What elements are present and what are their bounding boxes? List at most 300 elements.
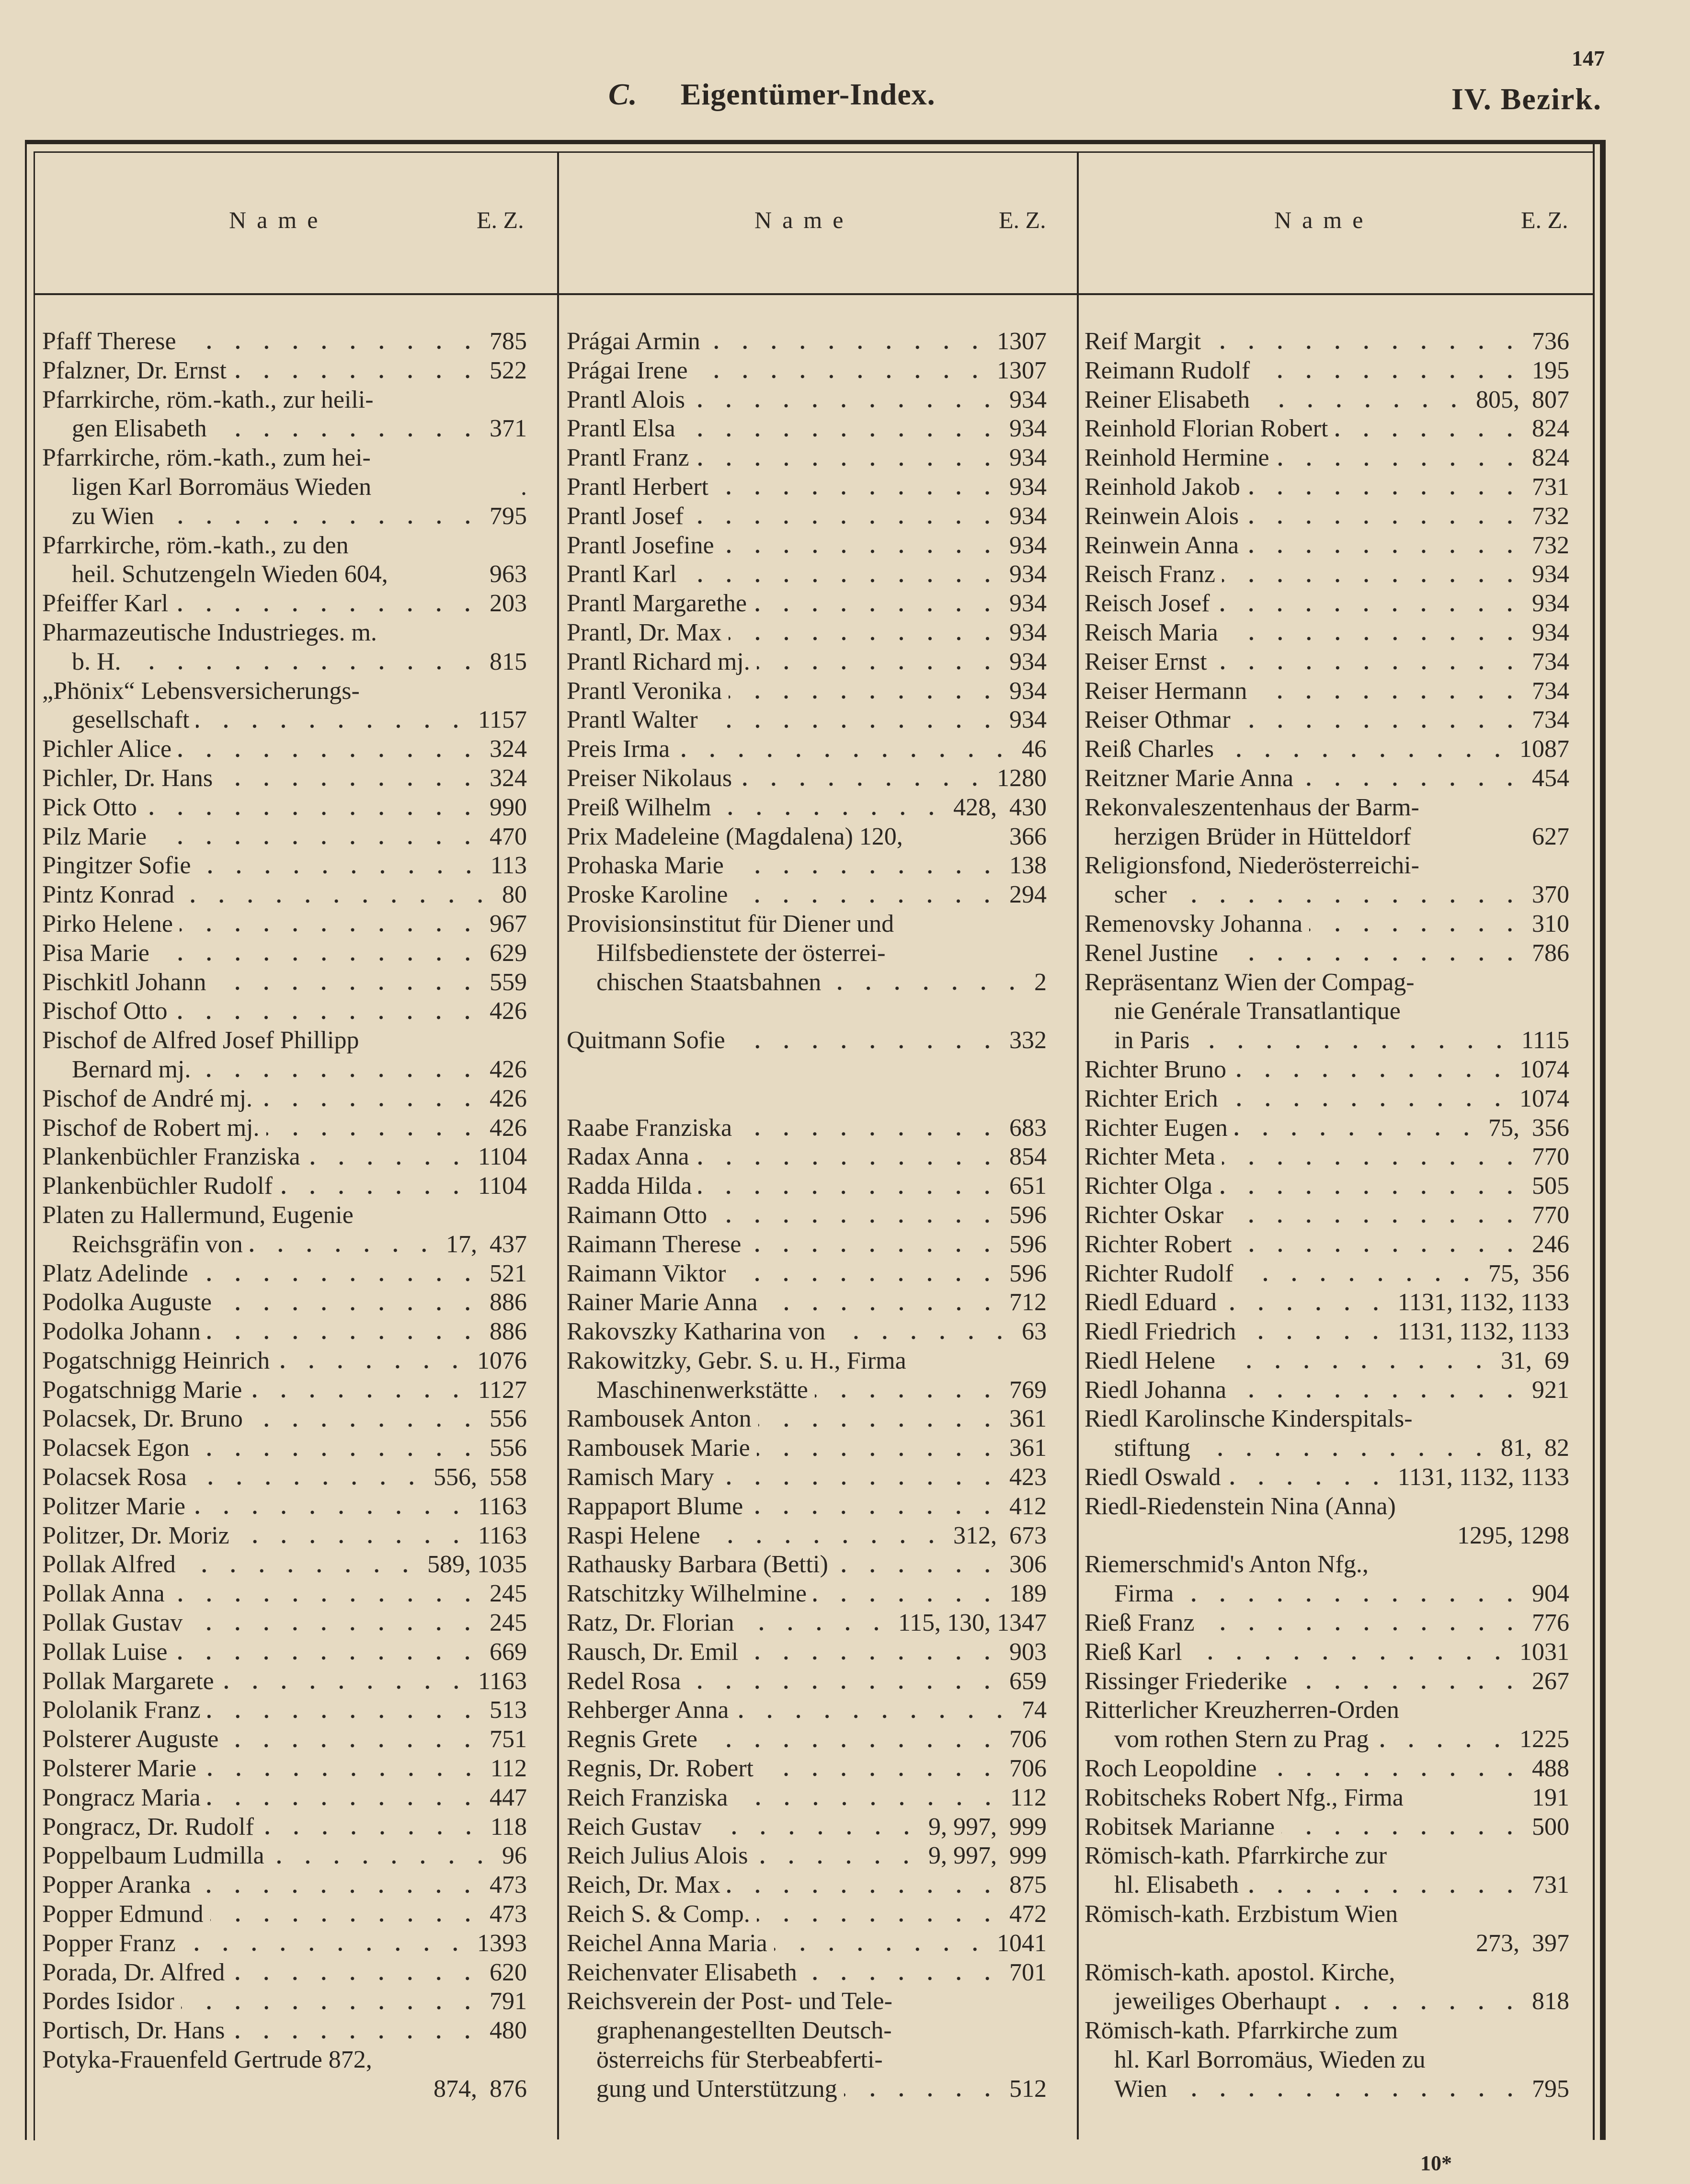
index-entry-line (567, 1172, 1047, 1201)
index-entry-line (1085, 473, 1569, 502)
dot-leader (676, 752, 1014, 759)
index-entry-line (1085, 560, 1569, 589)
ez-number: 769 (1009, 1376, 1047, 1404)
ez-number: 1041 (997, 1929, 1047, 1957)
dot-leader (696, 461, 1002, 468)
owner-name: Rehberger Anna (567, 1696, 729, 1724)
ez-number: 75, 356 (1488, 1259, 1569, 1287)
ez-number: 1131, 1132, 1133 (1397, 1318, 1569, 1346)
dot-leader (1174, 898, 1524, 904)
index-entry-line (1085, 1754, 1569, 1784)
dot-leader (1247, 490, 1524, 496)
dot-leader (181, 898, 494, 904)
index-entry-line (567, 1376, 1047, 1405)
dot-leader (231, 1975, 482, 1982)
dot-leader (236, 1538, 470, 1545)
ez-number: 1076 (477, 1347, 527, 1374)
owner-name: Reich Gustav (567, 1813, 702, 1841)
index-entry-line (567, 1550, 1047, 1579)
dot-leader (1233, 1072, 1512, 1079)
ez-number: 1115 (1521, 1027, 1569, 1054)
ez-number: 589, 1035 (427, 1551, 527, 1578)
dot-leader (203, 1771, 483, 1778)
owner-name: Prágai Armin (567, 328, 700, 355)
owner-name: Rissinger Friederike (1085, 1667, 1288, 1695)
owner-name: Pilz Marie (42, 823, 147, 850)
index-entry-line (567, 2016, 1047, 2046)
index-entry-line (1085, 997, 1569, 1026)
owner-name: Politzer Marie (42, 1492, 185, 1520)
owner-name: scher (1114, 881, 1167, 909)
index-entry-line (1085, 1550, 1569, 1579)
owner-name: Reisch Maria (1085, 618, 1218, 646)
ez-number: 967 (490, 910, 527, 938)
index-entry-line (1085, 764, 1569, 793)
owner-name: Reinhold Jakob (1085, 473, 1240, 501)
ez-number: 1163 (478, 1521, 527, 1549)
index-entry-line (1085, 2016, 1569, 2046)
index-entry-line (567, 1288, 1047, 1317)
dot-leader (1333, 2004, 1524, 2011)
index-entry-line (1085, 327, 1569, 356)
index-entry-line (567, 1871, 1047, 1900)
dot-leader (1234, 1131, 1481, 1137)
ez-number: 189 (1009, 1580, 1047, 1608)
dot-leader (180, 926, 482, 933)
index-entry-line (567, 677, 1047, 706)
ez-number: 854 (1009, 1143, 1047, 1171)
ez-number: 556 (490, 1434, 527, 1462)
ez-number: 488 (1532, 1755, 1569, 1783)
owner-name: Poppelbaum Ludmilla (42, 1842, 264, 1870)
index-entry-line (567, 589, 1047, 618)
index-entry-line (42, 939, 527, 968)
dot-leader (729, 694, 1002, 700)
owner-name: Pollak Luise (42, 1638, 168, 1666)
dot-leader (266, 1131, 482, 1137)
ez-number: 934 (1009, 444, 1047, 472)
dot-leader (271, 1859, 494, 1865)
ez-number: 620 (490, 1958, 527, 1986)
owner-name: Redel Rosa (567, 1667, 681, 1695)
ez-number: 904 (1532, 1580, 1569, 1608)
dot-leader (196, 723, 470, 730)
blank-line (567, 997, 1047, 1026)
owner-name: Rakovszky Katharina von (567, 1318, 826, 1346)
index-entry-line (1085, 1463, 1569, 1492)
owner-name: jeweiliges Oberhaupt (1114, 1988, 1327, 2015)
index-entry-line (567, 910, 1047, 939)
dot-leader (171, 1597, 482, 1603)
index-entry-line (42, 677, 527, 706)
owner-name: chischen Staatsbahnen (596, 968, 822, 996)
dot-leader (682, 432, 1002, 438)
ez-number: 17, 437 (446, 1230, 527, 1258)
index-entry-line (1085, 1667, 1569, 1696)
index-entry-line (1085, 1784, 1569, 1813)
index-entry-line (42, 531, 527, 560)
owner-name: graphenangestellten Deutsch- (596, 2017, 892, 2045)
header-divider (34, 293, 1595, 295)
ez-number: 934 (1009, 590, 1047, 617)
owner-name: Pischof de Alfred Josef Phillipp (42, 1027, 359, 1054)
index-entry-line (1085, 618, 1569, 648)
dot-leader (1233, 1393, 1524, 1399)
ez-number: 815 (490, 648, 527, 675)
ez-number: 500 (1532, 1813, 1569, 1841)
dot-leader (1240, 1276, 1481, 1283)
index-entry-line (42, 880, 527, 910)
owner-name: Reisch Josef (1085, 590, 1210, 617)
dot-leader (233, 373, 482, 380)
owner-name: Rainer Marie Anna (567, 1289, 758, 1316)
dot-leader (189, 1625, 482, 1632)
owner-name: Polacsek, Dr. Bruno (42, 1405, 243, 1433)
owner-name: Potyka-Frauenfeld Gertrude 872, (42, 2046, 372, 2074)
dot-leader (261, 1830, 483, 1836)
owner-name: Provisionsinstitut für Diener und (567, 910, 894, 938)
dot-leader (144, 810, 482, 817)
ez-number: 559 (490, 968, 527, 996)
blank-line (567, 1055, 1047, 1085)
owner-name: Reiser Othmar (1085, 706, 1231, 734)
index-entry-line (42, 1871, 527, 1900)
dot-leader (690, 519, 1002, 526)
owner-name: Plankenbüchler Franziska (42, 1143, 300, 1171)
owner-name: Reisch Franz (1085, 560, 1215, 588)
ez-number: 112 (490, 1755, 527, 1783)
dot-leader (684, 577, 1002, 584)
owner-name: Pichler Alice (42, 735, 172, 763)
owner-name: Renel Justine (1085, 939, 1218, 967)
owner-name: Prantl Veronika (567, 677, 722, 705)
index-entry-line (567, 1521, 1047, 1551)
dot-leader (705, 723, 1002, 730)
owner-name: Popper Edmund (42, 1900, 204, 1928)
owner-name: Richter Bruno (1085, 1055, 1227, 1083)
header-ez: E. Z. (477, 206, 524, 233)
index-entry-line (42, 1317, 527, 1347)
ez-number: 312, 673 (953, 1521, 1047, 1549)
owner-name: Reinhold Hermine (1085, 444, 1269, 472)
dot-leader (760, 1771, 1002, 1778)
index-entry-line (42, 356, 527, 386)
owner-name: Pfarrkirche, röm.-kath., zu den (42, 531, 349, 559)
index-entry-line (567, 1900, 1047, 1929)
ez-number: 9, 997, 999 (928, 1813, 1047, 1841)
owner-name: Ritterlicher Kreuzherren-Orden (1085, 1696, 1399, 1724)
ez-number: 824 (1532, 444, 1569, 472)
owner-name: Ratschitzky Wilhelmine (567, 1580, 807, 1608)
dot-leader (259, 1101, 482, 1108)
dot-leader (210, 1917, 482, 1923)
owner-name: Prantl Josef (567, 502, 684, 530)
index-entry-line (567, 793, 1047, 823)
ez-number: 1104 (478, 1143, 527, 1171)
dot-leader (707, 344, 989, 351)
ez-number: 1104 (478, 1172, 527, 1200)
dot-leader (758, 1422, 1002, 1429)
owner-name: Pichler, Dr. Hans (42, 764, 213, 792)
index-entry-line (1085, 706, 1569, 735)
ez-number: 874, 876 (434, 2075, 527, 2103)
owner-name: Pingitzer Sofie (42, 852, 191, 880)
frame-rule (1600, 140, 1606, 2140)
index-entry-line (567, 968, 1047, 997)
owner-name: Podolka Auguste (42, 1289, 212, 1316)
ez-number: 934 (1009, 386, 1047, 413)
owner-name: Politzer, Dr. Moriz (42, 1521, 229, 1549)
owner-name: Pololanik Franz (42, 1696, 201, 1724)
dot-leader (754, 1859, 921, 1865)
ez-number: 732 (1532, 502, 1569, 530)
owner-name: Reitzner Marie Anna (1085, 764, 1294, 792)
dot-leader (714, 1218, 1002, 1224)
ez-number: 115, 130, 1347 (898, 1609, 1047, 1637)
dot-leader (1189, 1655, 1512, 1661)
ez-number: 795 (1532, 2075, 1569, 2103)
ez-number: 706 (1009, 1755, 1047, 1783)
index-entry-line (42, 1201, 527, 1230)
ez-number: 683 (1009, 1114, 1047, 1142)
owner-name: Repräsentanz Wien der Compag- (1085, 968, 1415, 996)
owner-name: Ratz, Dr. Florian (567, 1609, 734, 1637)
owner-name: Maschinenwerkstätte (596, 1376, 808, 1404)
dot-leader (250, 1247, 438, 1254)
ez-number: 324 (490, 735, 527, 763)
ez-number: 113 (490, 852, 527, 880)
dot-leader (727, 1888, 1002, 1895)
index-entry-line (567, 1784, 1047, 1813)
owner-name: Preiß Wilhelm (567, 793, 711, 821)
ez-number: 1074 (1519, 1055, 1569, 1083)
dot-leader (757, 1451, 1002, 1458)
dot-leader (1216, 606, 1524, 613)
dot-leader (279, 1189, 470, 1196)
dot-leader (250, 1422, 482, 1429)
dot-leader (745, 1655, 1002, 1661)
ez-number: 934 (1532, 590, 1569, 617)
owner-name: Reichsgräfin von (72, 1230, 243, 1258)
dot-leader (734, 898, 1002, 904)
dot-leader (1300, 781, 1524, 788)
index-entry-line (567, 444, 1047, 473)
ez-number: 596 (1009, 1230, 1047, 1258)
ez-number: 1131, 1132, 1133 (1397, 1464, 1569, 1491)
owner-name: Pischkitl Johann (42, 968, 206, 996)
dot-leader (757, 1917, 1002, 1923)
ez-number: 1163 (478, 1667, 527, 1695)
dot-leader (161, 519, 482, 526)
ez-number: 426 (490, 1085, 527, 1112)
owner-name: Prantl, Dr. Max (567, 618, 722, 646)
owner-name: Prohaska Marie (567, 852, 724, 880)
owner-name: Rekonvaleszentenhaus der Barm- (1085, 793, 1419, 821)
ez-number: 934 (1009, 677, 1047, 705)
index-entry-line (1085, 589, 1569, 618)
dot-leader (1208, 344, 1524, 351)
ez-number: 734 (1532, 648, 1569, 675)
index-entry-line (567, 1347, 1047, 1376)
dot-leader (739, 1131, 1002, 1137)
index-entry-line (1085, 1026, 1569, 1055)
dot-leader (153, 839, 482, 846)
index-entry-line (567, 1434, 1047, 1463)
index-entry-line (42, 414, 527, 444)
ez-number: 118 (490, 1813, 527, 1841)
ez-number: 310 (1532, 910, 1569, 938)
index-entry-line (42, 1492, 527, 1521)
ez-number: 472 (1009, 1900, 1047, 1928)
ez-number: 791 (490, 1988, 527, 2015)
owner-name: Polacsek Rosa (42, 1464, 187, 1491)
dot-leader (1225, 956, 1524, 962)
owner-name: Popper Franz (42, 1929, 176, 1957)
owner-name: heil. Schutzengeln Wieden 604, (72, 560, 388, 588)
index-entry-line (42, 968, 527, 997)
owner-name: Raimann Otto (567, 1201, 708, 1229)
dot-leader (198, 869, 483, 875)
dot-leader (695, 373, 989, 380)
index-entry-line (1085, 1579, 1569, 1609)
dot-leader (1228, 1480, 1390, 1486)
ez-number: 875 (1009, 1871, 1047, 1899)
dot-leader (207, 1713, 482, 1720)
ez-number: 736 (1532, 328, 1569, 355)
ez-number: 934 (1009, 502, 1047, 530)
ez-number: 734 (1532, 677, 1569, 705)
dot-leader (1239, 1247, 1524, 1254)
owner-name: Reinhold Florian Robert (1085, 415, 1328, 443)
dot-leader (231, 2034, 482, 2040)
index-entry-line (567, 851, 1047, 880)
owner-name: Riedl Eduard (1085, 1289, 1217, 1316)
index-entry-line (567, 1201, 1047, 1230)
owner-name: Pollak Gustav (42, 1609, 183, 1637)
owner-name: Raspi Helene (567, 1521, 700, 1549)
ez-number: 629 (490, 939, 527, 967)
index-entry-line (567, 1026, 1047, 1055)
ez-number: . (521, 473, 527, 501)
index-title: Eigentümer-Index. (680, 77, 936, 111)
owner-name: Pfarrkirche, röm.-kath., zur heili- (42, 386, 374, 413)
ez-number: 423 (1009, 1464, 1047, 1491)
index-entry-line (1085, 677, 1569, 706)
owner-name: Prantl Richard mj. (567, 648, 750, 675)
index-entry-line (42, 560, 527, 589)
dot-leader (1264, 1771, 1524, 1778)
index-entry-line (1085, 356, 1569, 386)
owner-name: Portisch, Dr. Hans (42, 2017, 225, 2045)
ez-number: 1163 (478, 1492, 527, 1520)
index-entry-line (1085, 1172, 1569, 1201)
index-entry-line (1085, 1638, 1569, 1667)
owner-name: Römisch-kath. Pfarrkirche zum (1085, 2017, 1398, 2045)
index-entry-line (1085, 1288, 1569, 1317)
owner-name: Polsterer Auguste (42, 1726, 219, 1753)
index-entry-line (1085, 1987, 1569, 2016)
header-name: Name (1274, 206, 1374, 233)
index-entry-line (1085, 968, 1569, 997)
index-entry-line (42, 735, 527, 764)
owner-name: Wien (1114, 2075, 1167, 2103)
owner-name: Podolka Johann (42, 1318, 201, 1346)
index-entry-line (567, 1114, 1047, 1143)
ez-number: 934 (1009, 415, 1047, 443)
index-entry-line (1085, 1871, 1569, 1900)
index-entry-line (1085, 1521, 1569, 1551)
owner-name: Richter Robert (1085, 1230, 1232, 1258)
ez-number: 921 (1532, 1376, 1569, 1404)
dot-leader (1245, 1888, 1524, 1895)
index-entry-line (567, 560, 1047, 589)
index-entry-line (1085, 414, 1569, 444)
dot-leader (1180, 1597, 1524, 1603)
owner-name: Riedl Friedrich (1085, 1318, 1236, 1346)
ez-number: 246 (1532, 1230, 1569, 1258)
index-entry-line (1085, 910, 1569, 939)
ez-number: 195 (1532, 356, 1569, 384)
index-entry-line (1085, 648, 1569, 677)
index-entry-line (1085, 1405, 1569, 1434)
index-entry-line (567, 502, 1047, 531)
index-entry-line (42, 1026, 527, 1055)
ez-number: 74 (1022, 1696, 1047, 1724)
owner-name: Reich, Dr. Max (567, 1871, 720, 1899)
index-entry-line (1085, 1609, 1569, 1638)
index-entry-line (42, 327, 527, 356)
district-label: IV. Bezirk. (1451, 82, 1602, 116)
index-entry-line (567, 1929, 1047, 1958)
ez-number: 361 (1009, 1405, 1047, 1433)
ez-number: 556, 558 (434, 1464, 527, 1491)
owner-name: Römisch-kath. Pfarrkirche zur (1085, 1842, 1387, 1870)
owner-name: gesellschaft (72, 706, 190, 734)
ez-number: 785 (490, 328, 527, 355)
dot-leader (721, 548, 1002, 555)
index-entry-line (42, 1521, 527, 1551)
dot-leader (815, 1393, 1002, 1399)
ez-number: 556 (490, 1405, 527, 1433)
dot-leader (183, 1946, 469, 1953)
index-entry-line (42, 1841, 527, 1871)
ez-number: 480 (490, 2017, 527, 2045)
index-entry-line (567, 1579, 1047, 1609)
dot-leader (1214, 664, 1524, 671)
ez-number: 332 (1009, 1027, 1047, 1054)
ez-number: 245 (490, 1580, 527, 1608)
index-entry-line (567, 1987, 1047, 2016)
index-entry-line (1085, 1085, 1569, 1114)
owner-name: Pfarrkirche, röm.-kath., zum hei- (42, 444, 371, 472)
owner-name: Pfalzner, Dr. Ernst (42, 356, 227, 384)
index-entry-line (42, 1696, 527, 1725)
dot-leader (832, 1334, 1014, 1341)
ez-number: 80 (502, 881, 527, 909)
header-ez: E. Z. (999, 206, 1046, 233)
owner-name: Porada, Dr. Alfred (42, 1958, 225, 1986)
dot-leader (128, 664, 482, 671)
index-entry-line (42, 1609, 527, 1638)
ez-number: 1087 (1519, 735, 1569, 763)
ez-number: 371 (490, 415, 527, 443)
owner-name: Prantl Walter (567, 706, 698, 734)
dot-leader (197, 1072, 482, 1079)
owner-name: Pischof de André mj. (42, 1085, 253, 1112)
dot-leader (1245, 519, 1524, 526)
index-entry-line (567, 823, 1047, 852)
owner-name: Rieß Karl (1085, 1638, 1182, 1666)
